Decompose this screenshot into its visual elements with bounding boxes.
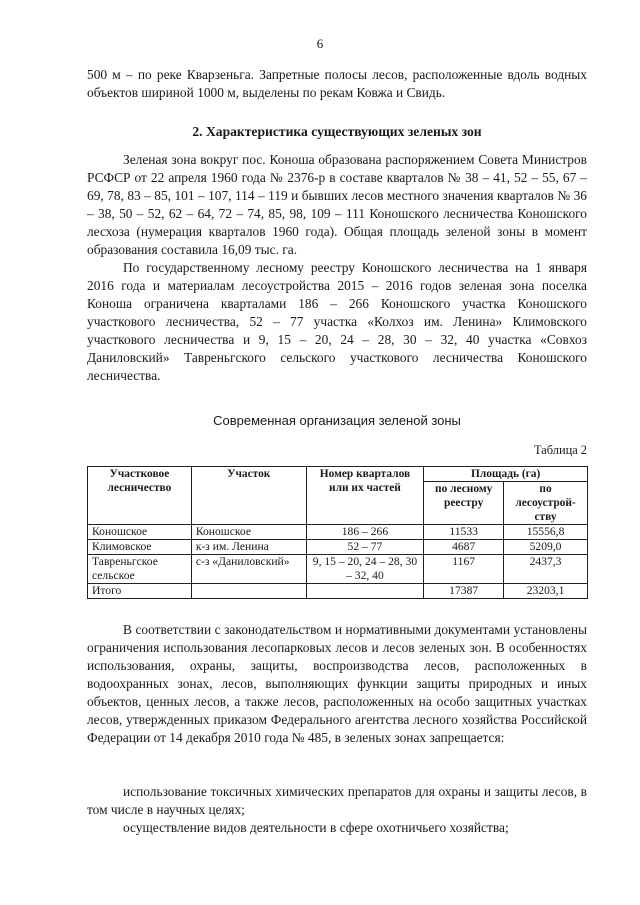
header-area-registry: по лесному реестру — [424, 482, 504, 525]
cell-total-label: Итого — [88, 584, 192, 599]
cell-area-forest: 2437,3 — [504, 555, 588, 584]
paragraph-restrictions: В соответствии с законодательством и нормативными документами установлены ограничения использования лесопарковых лесов и лесов зеленых зон. В особенностях использования, охраны, защиты, воспроизводства лесов, расположенных в водоохранных зонах, лесов, выполняющих функции защиты природных и иных объектов, ценных лесов, а также лесов, расположенных на особо защитных участках лесов, утвержденных приказом Федерального агентства лесного хозяйства Российской Федерации от 14 декабря 2010 года № 485, в зеленых зонах запрещается: — [87, 622, 587, 745]
prohibitions-list — [87, 783, 587, 837]
table-label: Таблица 2 — [534, 443, 587, 457]
header-quarters: Номер кварталов или их частей — [306, 467, 424, 525]
cell-plot: Коношское — [191, 525, 306, 540]
table-row — [88, 540, 588, 555]
cell-area-registry: 4687 — [424, 540, 504, 555]
cell-total-forest: 23203,1 — [504, 584, 588, 599]
table-caption: Современная организация зеленой зоны — [213, 413, 461, 428]
cell-empty — [306, 584, 424, 599]
table-row — [88, 525, 588, 540]
header-plot: Участок — [191, 467, 306, 525]
cell-area-forest: 15556,8 — [504, 525, 588, 540]
header-area-forest: по лесоустрой- ству — [504, 482, 588, 525]
cell-plot: к-з им. Ленина — [191, 540, 306, 555]
cell-quarters: 186 – 266 — [306, 525, 424, 540]
intro-paragraph: 500 м – по реке Кварзеньга. Запретные полосы лесов, расположенные вдоль водных объектов шириной 1000 м, выделены по рекам Ковжа и Свидь. — [87, 67, 587, 100]
table-row — [88, 555, 588, 584]
cell-plot: с-з «Даниловский» — [191, 555, 306, 584]
table-header-row — [88, 467, 588, 482]
cell-area-forest: 5209,0 — [504, 540, 588, 555]
header-area: Площадь (га) — [424, 467, 588, 482]
paragraph-green-zone-origin: Зеленая зона вокруг пос. Коноша образована распоряжением Совета Министров РСФСР от 22 апреля 1960 года № 2376-р в составе кварталов № 38 – 41, 52 – 55, 67 – 69, 78, 83 – 85, 101 – 107, 114 – 119 и бывших лесов местного значения кварталов № 36 – 38, 50 – 52, 62 – 64, 72 – 74, 85, 98, 109 – 111 Коношского лесничества Коношского лесхоза (нумерация кварталов 1960 года). Общая площадь зеленой зоны в момент образования составила 16,09 тыс. га. — [87, 152, 587, 257]
cell-total-registry: 17387 — [424, 584, 504, 599]
list-item: осуществление видов деятельности в сфере охотничьего хозяйства; — [123, 820, 509, 835]
paragraph-green-zone-current: По государственному лесному реестру Коношского лесничества на 1 января 2016 года и материалам лесоустройства 2015 – 2016 годов зеленая зона поселка Коноша ограничена кварталами 186 – 266 Коношского участка Коношского участкового лесничества, 52 – 77 участка «Колхоз им. Ленина» Климовского участкового лесничества и 9, 15 – 20, 24 – 28, 30 – 32, 40 участка «Совхоз Даниловский» Тавреньгского сельского участкового лесничества Коношского лесничества. — [87, 260, 587, 383]
table-total-row — [88, 584, 588, 599]
page-number: 6 — [316, 36, 324, 51]
section-title: 2. Характеристика существующих зеленых зон — [192, 124, 482, 139]
header-forestry: Участковое лесничество — [88, 467, 192, 525]
cell-forestry: Тавреньгское сельское — [88, 555, 192, 584]
cell-quarters: 9, 15 – 20, 24 – 28, 30 – 32, 40 — [306, 555, 424, 584]
cell-empty — [191, 584, 306, 599]
restrictions-block — [87, 621, 587, 747]
intro-block — [87, 66, 587, 102]
cell-forestry: Климовское — [88, 540, 192, 555]
body-block — [87, 151, 587, 385]
cell-area-registry: 11533 — [424, 525, 504, 540]
cell-quarters: 52 – 77 — [306, 540, 424, 555]
cell-forestry: Коношское — [88, 525, 192, 540]
cell-area-registry: 1167 — [424, 555, 504, 584]
list-item: использование токсичных химических препаратов для охраны и защиты лесов, в том числе в научных целях; — [87, 784, 587, 817]
green-zone-table — [87, 466, 588, 599]
